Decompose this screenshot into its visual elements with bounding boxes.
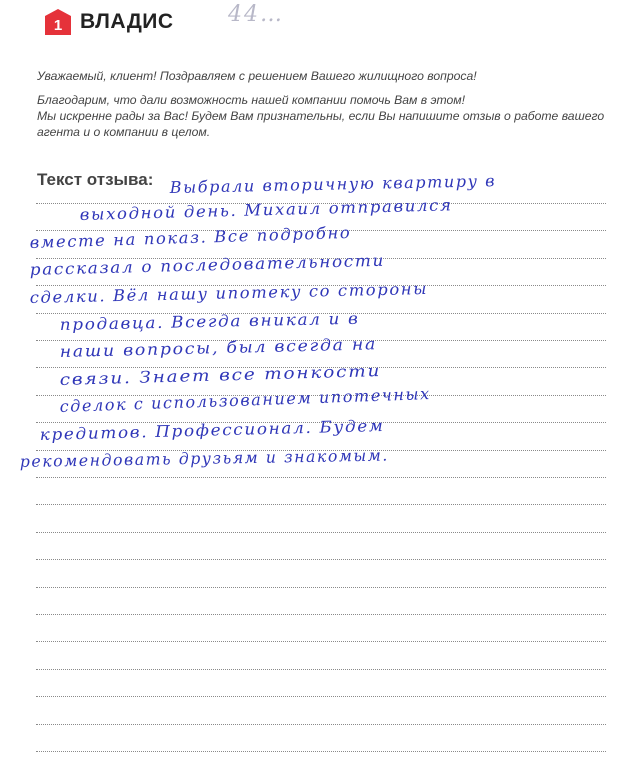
ruled-line <box>36 696 606 697</box>
handwritten-line: вместе на показ. Все подробно <box>29 222 352 252</box>
handwritten-line: рекомендовать друзьям и знакомым. <box>19 445 390 471</box>
ruled-line <box>36 477 606 478</box>
ruled-line <box>36 724 606 725</box>
handwritten-line: рассказал о последовательности <box>29 250 386 280</box>
ruled-line <box>36 669 606 670</box>
handwritten-line: выходной день. Михаил отправился <box>79 195 453 225</box>
ruled-line <box>36 587 606 588</box>
ruled-line <box>36 532 606 533</box>
handwritten-line: Выбрали вторичную квартиру в <box>169 171 497 197</box>
review-title: Текст отзыва: <box>37 170 154 189</box>
ruled-line <box>36 614 606 615</box>
brand-name: ВЛАДИС <box>80 10 174 33</box>
ruled-line <box>36 504 606 505</box>
ruled-line <box>36 641 606 642</box>
handwritten-line: связи. Знает все тонкости <box>59 360 382 389</box>
handwritten-line: кредитов. Профессионал. Будем <box>39 415 385 444</box>
ruled-line <box>36 559 606 560</box>
logo-badge-number: 1 <box>53 17 63 34</box>
intro-request-line: Мы искренне рады за Вас! Будем Вам признательны, если Вы напишите отзыв о работе вашего агента и о компании в целом. <box>37 109 605 139</box>
handwritten-line: сделок с использованием ипотечных <box>59 384 432 417</box>
form-stamp-number: 44… <box>228 2 284 27</box>
handwritten-line: сделки. Вёл нашу ипотеку со стороны <box>29 278 429 307</box>
intro-thanks-line: Благодарим, что дали возможность нашей компании помочь Вам в этом! <box>37 93 466 107</box>
ruled-line <box>36 751 606 752</box>
handwritten-line: наши вопросы, был всегда на <box>59 334 378 362</box>
intro-congrats: Уважаемый, клиент! Поздравляем с решением Вашего жилищного вопроса! <box>37 69 477 83</box>
handwritten-line: продавца. Всегда вникал и в <box>59 308 360 334</box>
